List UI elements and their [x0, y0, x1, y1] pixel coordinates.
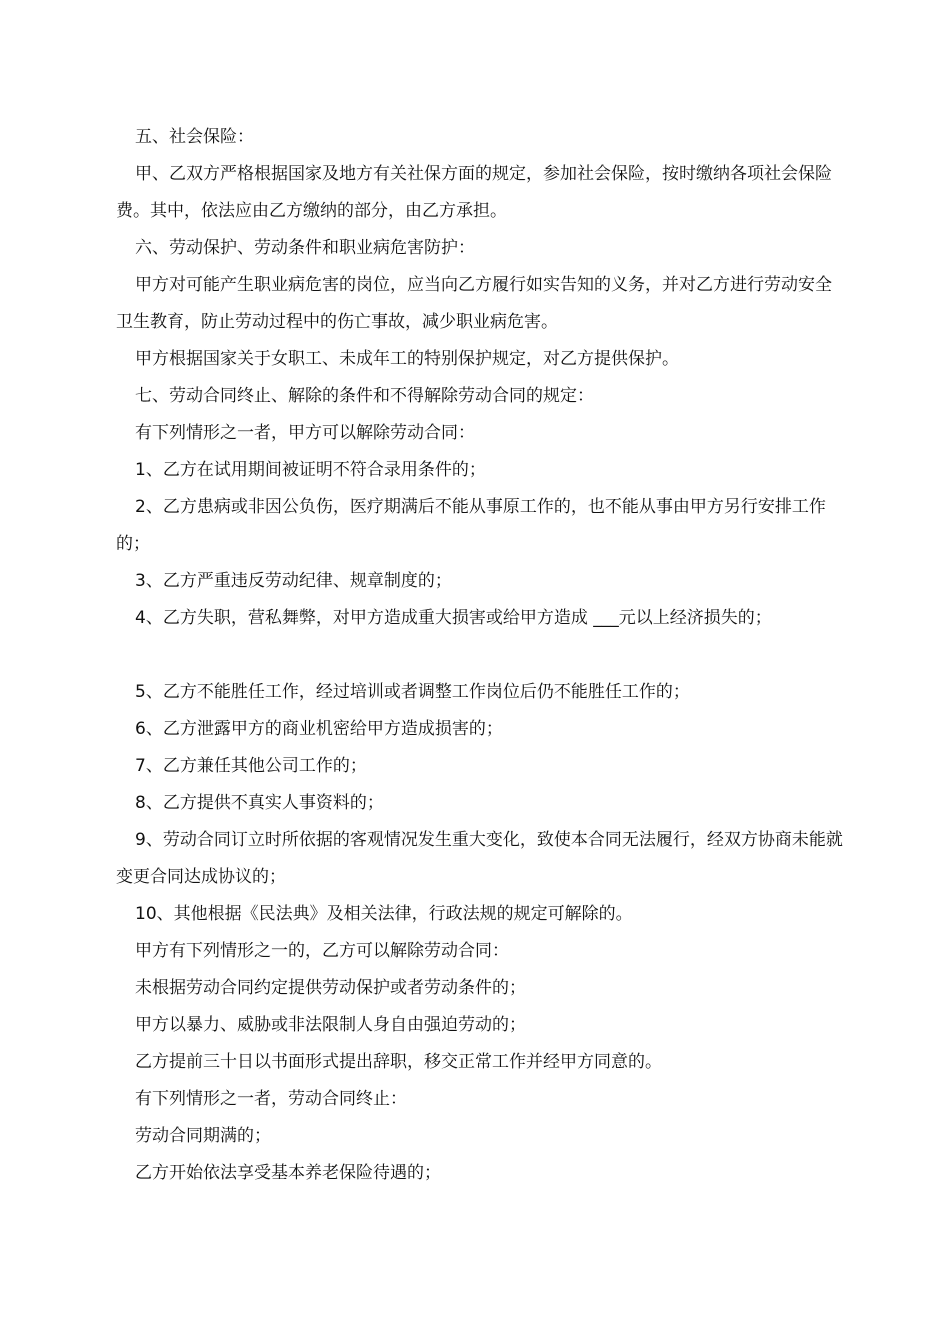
list-item-9: 9、劳动合同订立时所依据的客观情况发生重大变化，致使本合同无法履行，经双方协商未能就变更合同达成协议的；	[116, 830, 843, 887]
contract-end-item-1: 劳动合同期满的；	[135, 1126, 271, 1146]
list-item-3: 3、乙方严重违反劳动纪律、规章制度的；	[135, 571, 452, 591]
contract-end-item-2: 乙方开始依法享受基本养老保险待遇的；	[135, 1163, 441, 1183]
employee-termination-item-1: 未根据劳动合同约定提供劳动保护或者劳动条件的；	[135, 978, 526, 998]
employee-termination-item-3: 乙方提前三十日以书面形式提出辞职，移交正常工作并经甲方同意的。	[135, 1052, 662, 1072]
list-item-5: 5、乙方不能胜任工作，经过培训或者调整工作岗位后仍不能胜任工作的；	[135, 682, 690, 702]
list-item-8: 8、乙方提供不真实人事资料的；	[135, 793, 384, 813]
list-item-4: 4、乙方失职，营私舞弊，对甲方造成重大损害或给甲方造成 ___元以上经济损失的；	[135, 608, 772, 628]
paragraph-employee-may-terminate: 甲方有下列情形之一的，乙方可以解除劳动合同：	[135, 941, 509, 961]
paragraph-social-insurance: 甲、乙双方严格根据国家及地方有关社保方面的规定，参加社会保险，按时缴纳各项社会保险费。其中，依法应由乙方缴纳的部分，由乙方承担。	[116, 164, 832, 221]
blank-line	[116, 637, 844, 674]
list-item-10: 10、其他根据《民法典》及相关法律，行政法规的规定可解除的。	[135, 904, 633, 924]
section-heading-termination: 七、劳动合同终止、解除的条件和不得解除劳动合同的规定：	[135, 386, 594, 406]
document-body	[116, 119, 844, 1192]
employee-termination-item-2: 甲方以暴力、威胁或非法限制人身自由强迫劳动的；	[135, 1015, 526, 1035]
list-item-6: 6、乙方泄露甲方的商业机密给甲方造成损害的；	[135, 719, 503, 739]
paragraph-occupational-hazard: 甲方对可能产生职业病危害的岗位，应当向乙方履行如实告知的义务，并对乙方进行劳动安全卫生教育，防止劳动过程中的伤亡事故，减少职业病危害。	[116, 275, 832, 332]
list-item-7: 7、乙方兼任其他公司工作的；	[135, 756, 367, 776]
section-heading-labor-protection: 六、劳动保护、劳动条件和职业病危害防护：	[135, 238, 475, 258]
list-item-1: 1、乙方在试用期间被证明不符合录用条件的；	[135, 460, 486, 480]
paragraph-special-protection: 甲方根据国家关于女职工、未成年工的特别保护规定，对乙方提供保护。	[135, 349, 679, 369]
list-item-2: 2、乙方患病或非因公负伤，医疗期满后不能从事原工作的，也不能从事由甲方另行安排工作的；	[116, 497, 826, 554]
paragraph-employer-may-terminate: 有下列情形之一者，甲方可以解除劳动合同：	[135, 423, 475, 443]
paragraph-contract-ends: 有下列情形之一者，劳动合同终止：	[135, 1089, 407, 1109]
section-heading-social-insurance: 五、社会保险：	[135, 127, 254, 147]
